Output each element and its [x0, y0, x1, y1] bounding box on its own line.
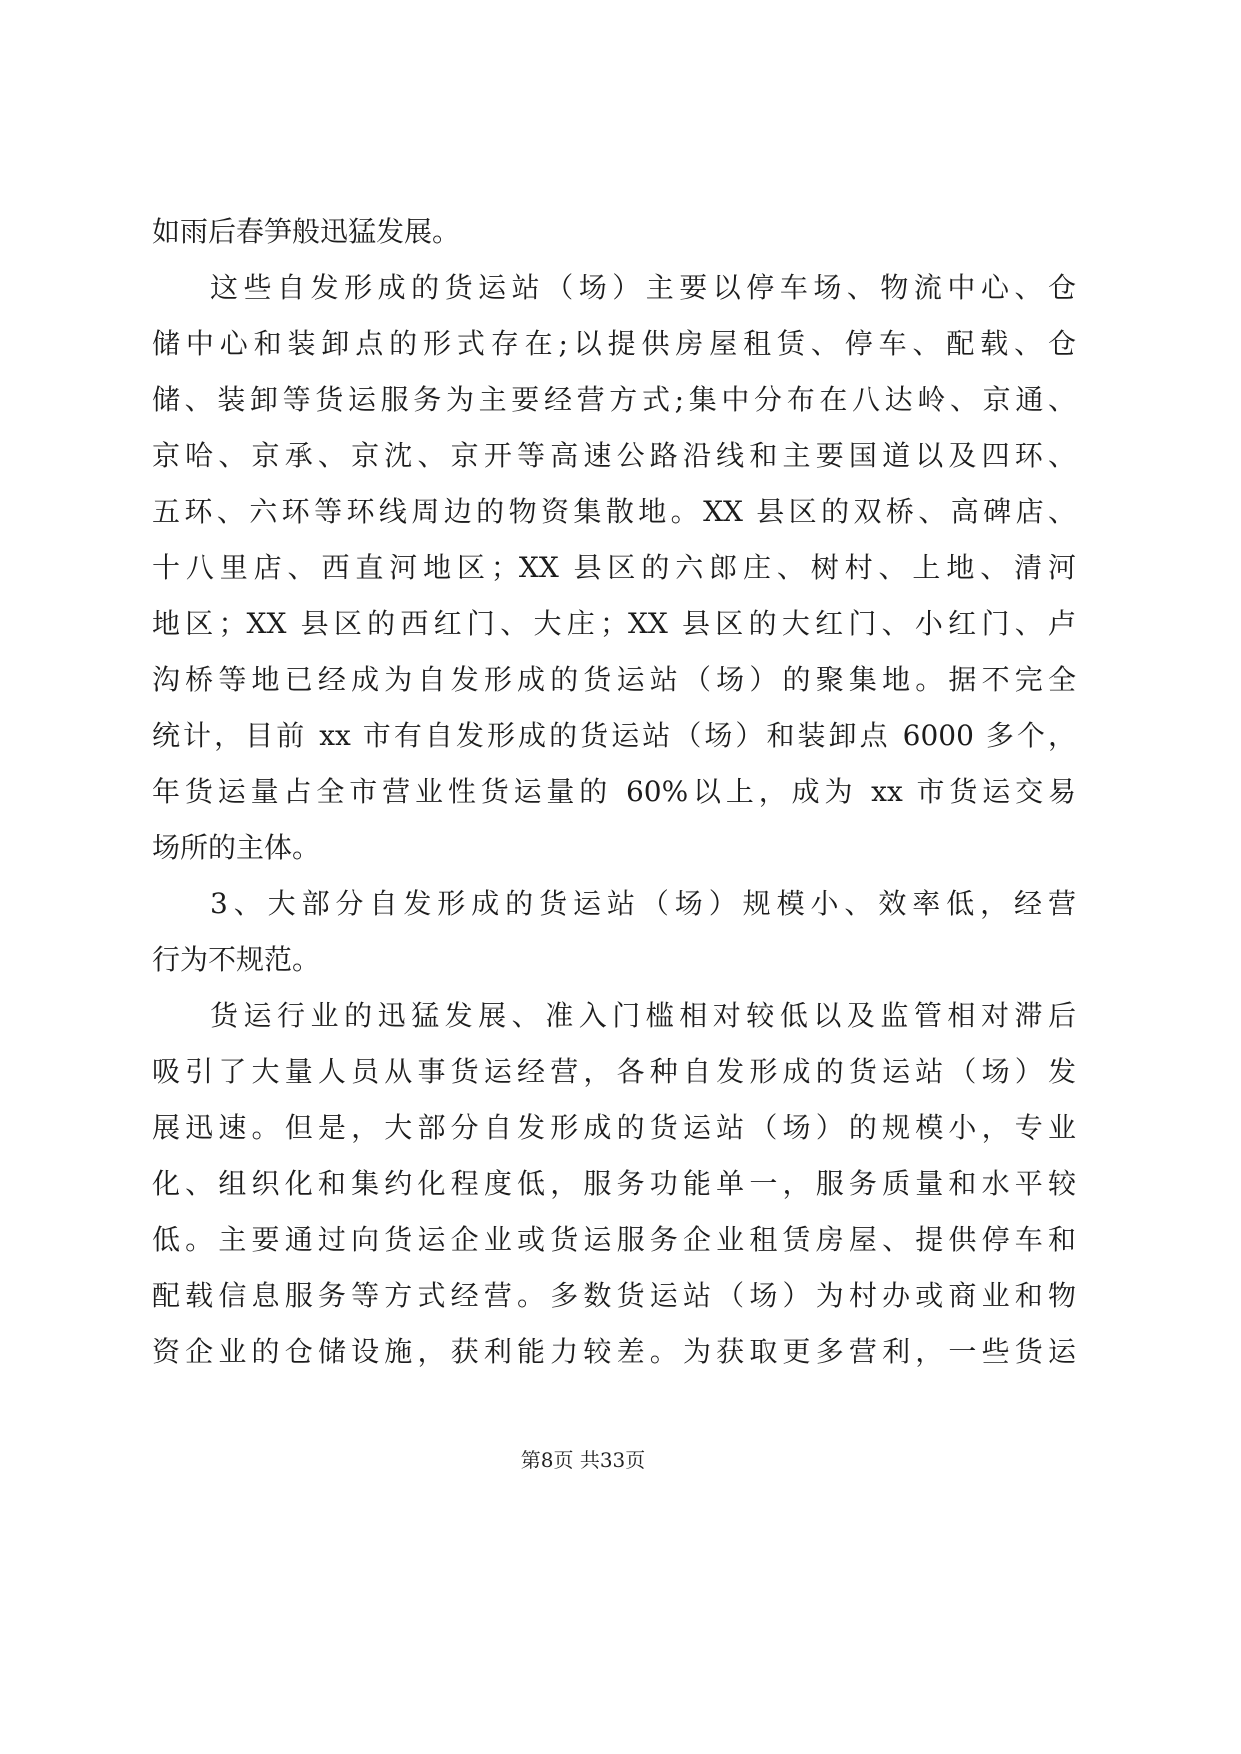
text-line: 年货运量占全市营业性货运量的 60%以上，成为 xx 市货运交易	[152, 775, 1076, 808]
text-line: 3、大部分自发形成的货运站（场）规模小、效率低，经营	[210, 887, 1076, 920]
text-line: 资企业的仓储设施，获利能力较差。为获取更多营利，一些货运	[152, 1335, 1076, 1368]
paragraph-continued	[152, 204, 1076, 260]
text-line: 展迅速。但是，大部分自发形成的货运站（场）的规模小，专业	[152, 1111, 1076, 1144]
text-line: 这些自发形成的货运站（场）主要以停车场、物流中心、仓	[210, 271, 1076, 304]
document-body	[152, 204, 1076, 1380]
text-line: 地区；XX 县区的西红门、大庄；XX 县区的大红门、小红门、卢	[152, 607, 1076, 640]
text-line: 统计，目前 xx 市有自发形成的货运站（场）和装卸点 6000 多个，	[152, 719, 1076, 752]
text-line: 如雨后春笋般迅猛发展。	[152, 215, 461, 248]
paragraph-industry-development	[152, 988, 1076, 1380]
text-line: 五环、六环等环线周边的物资集散地。XX 县区的双桥、高碑店、	[152, 495, 1076, 528]
paragraph-freight-stations	[152, 260, 1076, 876]
text-line: 京哈、京承、京沈、京开等高速公路沿线和主要国道以及四环、	[152, 439, 1076, 472]
text-line: 沟桥等地已经成为自发形成的货运站（场）的聚集地。据不完全	[152, 663, 1076, 696]
text-line: 配载信息服务等方式经营。多数货运站（场）为村办或商业和物	[152, 1279, 1076, 1312]
text-line: 储中心和装卸点的形式存在;以提供房屋租赁、停车、配载、仓	[152, 327, 1076, 360]
section-heading-3	[152, 876, 1076, 988]
text-line: 吸引了大量人员从事货运经营，各种自发形成的货运站（场）发	[152, 1055, 1076, 1088]
text-line: 化、组织化和集约化程度低，服务功能单一，服务质量和水平较	[152, 1167, 1076, 1200]
text-line: 行为不规范。	[152, 943, 321, 976]
text-line: 储、装卸等货运服务为主要经营方式;集中分布在八达岭、京通、	[152, 383, 1076, 416]
text-line: 低。主要通过向货运企业或货运服务企业租赁房屋、提供停车和	[152, 1223, 1076, 1256]
text-line: 十八里店、西直河地区；XX 县区的六郎庄、树村、上地、清河	[152, 551, 1076, 584]
text-line: 货运行业的迅猛发展、准入门槛相对较低以及监管相对滞后	[210, 999, 1076, 1032]
page-footer: 第8页 共33页	[520, 1448, 646, 1472]
text-line: 场所的主体。	[152, 831, 321, 864]
